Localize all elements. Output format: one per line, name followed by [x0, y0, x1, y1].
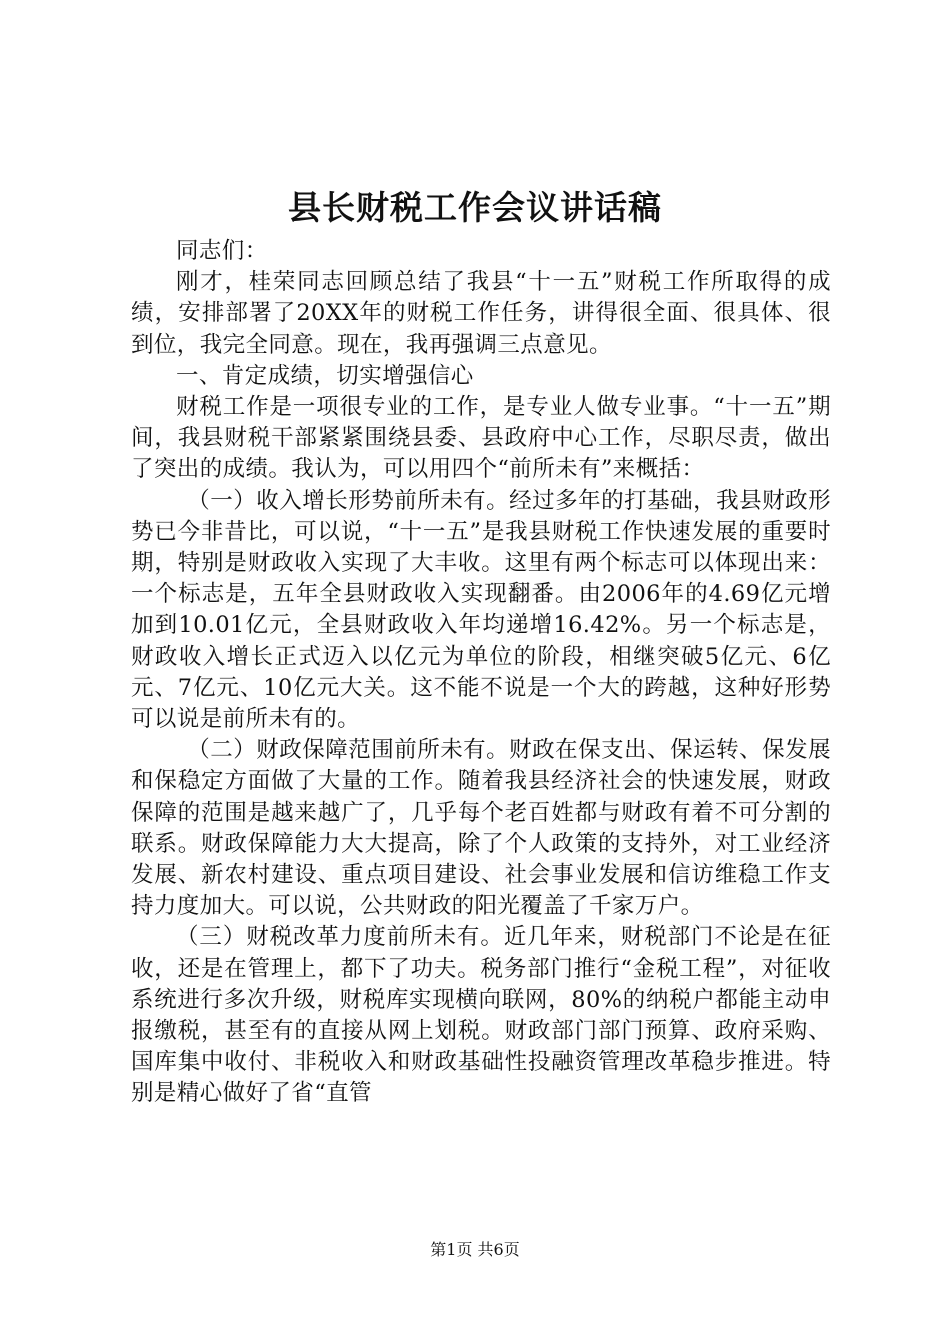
paragraph-salutation: 同志们：	[176, 238, 268, 264]
section-heading-1: 一、肯定成绩，切实增强信心	[176, 362, 474, 389]
paragraph-overview: 财税工作是一项很专业的工作，是专业人做专业事。“十一五”期间，我县财税干部紧紧围绕县委、县政府中心工作，尽职尽责，做出了突出的成绩。我认为，可以用四个“前所未有”来概括：	[131, 394, 831, 483]
page-footer: 第1页 共6页	[430, 1240, 520, 1259]
document-title: 县长财税工作会议讲话稿	[288, 188, 662, 227]
paragraph-point-3: （三）财税改革力度前所未有。近几年来，财税部门不论是在征收，还是在管理上，都下了功夫。税务部门推行“金税工程”，对征收系统进行多次升级，财税库实现横向联网，80%的纳税户都能主动申报缴税，甚至有的直接从网上划税。财政部门部门预算、政府采购、国库集中收付、非税收入和财政基础性投融资管理改革稳步推进。特别是精心做好了省“直管	[131, 924, 831, 1107]
paragraph-opening: 刚才，桂荣同志回顾总结了我县“十一五”财税工作所取得的成绩，安排部署了20XX年的财税工作任务，讲得很全面、很具体、很到位，我完全同意。现在，我再强调三点意见。	[131, 269, 831, 358]
paragraph-point-1: （一）收入增长形势前所未有。经过多年的打基础，我县财政形势已今非昔比，可以说，“十一五”是我县财税工作快速发展的重要时期，特别是财政收入实现了大丰收。这里有两个标志可以体现出来：一个标志是，五年全县财政收入实现翻番。由2006年的4.69亿元增加到10.01亿元，全县财政收入年均递增16.42%。另一个标志是，财政收入增长正式迈入以亿元为单位的阶段，相继突破5亿元、6亿元、7亿元、10亿元大关。这不能不说是一个大的跨越，这种好形势可以说是前所未有的。	[131, 487, 831, 733]
document-body	[131, 236, 831, 1110]
paragraph-point-2: （二）财政保障范围前所未有。财政在保支出、保运转、保发展和保稳定方面做了大量的工作。随着我县经济社会的快速发展，财政保障的范围是越来越广了，几乎每个老百姓都与财政有着不可分割的联系。财政保障能力大大提高，除了个人政策的支持外，对工业经济发展、新农村建设、重点项目建设、社会事业发展和信访维稳工作支持力度加大。可以说，公共财政的阳光覆盖了千家万户。	[131, 737, 831, 920]
